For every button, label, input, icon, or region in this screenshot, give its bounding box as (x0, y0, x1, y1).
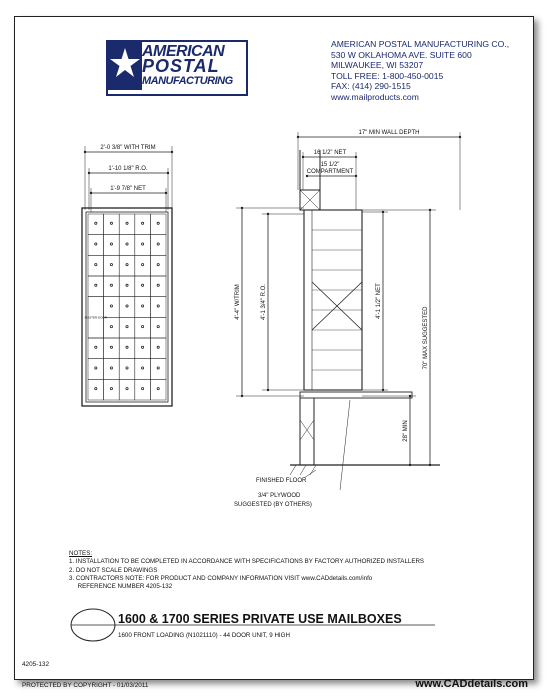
door-lock-icon (157, 305, 159, 307)
door-lock-icon (126, 388, 128, 390)
door-lock-icon (142, 346, 144, 348)
dimension-tick (171, 151, 173, 153)
door-lock-icon (95, 346, 97, 348)
note-4: REFERENCE NUMBER 4205-132 (69, 583, 173, 591)
door-lock-icon (126, 243, 128, 245)
label-plywood: 3/4" PLYWOOD (258, 493, 301, 499)
door-lock-icon (157, 326, 159, 328)
dimension-tick (459, 136, 461, 138)
dimension-tick (382, 389, 384, 391)
dimension-tick (167, 172, 169, 174)
dimension-tick (409, 464, 411, 466)
label-compartment-dim: 15 1/2" (320, 162, 340, 168)
door-lock-icon (110, 326, 112, 328)
company-name: AMERICAN POSTAL MANUFACTURING CO., (331, 39, 510, 49)
notes-block (69, 550, 424, 591)
note-2: 2. DO NOT SCALE DRAWINGS (69, 566, 158, 574)
dimension-tick (88, 172, 90, 174)
door-lock-icon (126, 305, 128, 307)
door-lock-icon (110, 305, 112, 307)
door-lock-icon (110, 243, 112, 245)
door-lock-icon (126, 346, 128, 348)
label-height-trim: 4'-4" W/TRIM (235, 284, 241, 320)
door-grid (85, 214, 166, 400)
door-lock-icon (157, 243, 159, 245)
door-lock-icon (95, 264, 97, 266)
company-address-1: 530 W OKLAHOMA AVE. SUITE 600 (331, 49, 472, 60)
door-lock-icon (142, 284, 144, 286)
label-net-width: 1'-9 7/8" NET (110, 186, 146, 192)
caddetails-link[interactable]: www.CADdetails.com (415, 678, 528, 690)
label-max-suggested: 70" MAX SUGGESTED (423, 306, 429, 370)
note-3: 3. CONTRACTORS NOTE: FOR PRODUCT AND COMPANY INFORMATION VISIT www.CADdetails.com/info (69, 574, 373, 582)
label-height-ro: 4'-1 3/4" R.O. (261, 284, 267, 320)
company-fax: FAX: (414) 290-1515 (331, 81, 411, 91)
door-lock-icon (110, 346, 112, 348)
dimension-tick (241, 395, 243, 397)
label-compartment: COMPARTMENT (306, 169, 354, 175)
dimension-tick (429, 209, 431, 211)
door-lock-icon (110, 222, 112, 224)
label-min-height: 28" MIN (403, 420, 409, 442)
door-lock-icon (157, 388, 159, 390)
dimension-tick (90, 192, 92, 194)
door-lock-icon (142, 367, 144, 369)
door-lock-icon (142, 326, 144, 328)
logo-line-2: POSTAL (142, 56, 220, 76)
note-1: 1. INSTALLATION TO BE COMPLETED IN ACCORDANCE WITH SPECIFICATIONS BY FACTORY AUTHORIZED INSTALLERS (69, 558, 425, 566)
copyright-text: PROTECTED BY COPYRIGHT - 01/03/2011 (22, 682, 149, 689)
compartment-shelves (312, 230, 362, 370)
mailbox-side-body (304, 210, 362, 390)
label-height-net: 4'-1 1/2" NET (376, 283, 382, 319)
reference-number: 4205-132 (22, 661, 50, 668)
drawing-subtitle: 1600 FRONT LOADING (N1021110) - 44 DOOR UNIT, 9 HIGH (118, 632, 290, 639)
door-lock-icon (126, 222, 128, 224)
door-lock-icon (95, 284, 97, 286)
door-lock-icon (142, 305, 144, 307)
drawing-title: 1600 & 1700 SERIES PRIVATE USE MAILBOXES (118, 612, 402, 626)
door-lock-icon (157, 222, 159, 224)
logo-line-3: MANUFACTURING (142, 75, 233, 87)
dimension-tick (84, 151, 86, 153)
dimension-tick (429, 464, 431, 466)
label-net-depth: 16 1/2" NET (313, 150, 347, 156)
logo-line-1: AMERICAN (142, 43, 225, 60)
company-web: www.mailproducts.com (331, 91, 419, 102)
door-lock-icon (157, 346, 159, 348)
door-lock-icon (95, 367, 97, 369)
dimension-tick (165, 192, 167, 194)
door-lock-icon (110, 284, 112, 286)
dimension-tick (355, 156, 357, 158)
dimension-tick (382, 211, 384, 213)
door-lock-icon (126, 264, 128, 266)
door-lock-icon (157, 284, 159, 286)
door-lock-icon (142, 388, 144, 390)
door-lock-icon (142, 243, 144, 245)
master-door-label: MASTER DOOR (84, 315, 107, 320)
door-lock-icon (157, 367, 159, 369)
door-lock-icon (95, 243, 97, 245)
door-lock-icon (110, 367, 112, 369)
notes-header: NOTES: (69, 550, 93, 557)
door-lock-icon (110, 264, 112, 266)
door-lock-icon (95, 222, 97, 224)
dimension-tick (297, 136, 299, 138)
label-trim-width: 2'-0 3/8" WITH TRIM (100, 145, 156, 151)
door-lock-icon (126, 326, 128, 328)
door-lock-icon (142, 222, 144, 224)
door-lock-icon (126, 367, 128, 369)
dimension-tick (267, 389, 269, 391)
dimension-tick (306, 175, 308, 177)
dimension-tick (241, 207, 243, 209)
plywood-shelf (300, 392, 412, 398)
label-ro-width: 1'-10 1/8" R.O. (108, 166, 148, 172)
door-lock-icon (110, 388, 112, 390)
label-finished-floor: FINISHED FLOOR (256, 478, 307, 484)
door-lock-icon (95, 388, 97, 390)
company-address-2: MILWAUKEE, WI 53207 (331, 60, 424, 70)
door-lock-icon (142, 264, 144, 266)
door-lock-icon (157, 264, 159, 266)
company-tollfree: TOLL FREE: 1-800-450-0015 (331, 70, 444, 81)
dimension-tick (409, 395, 411, 397)
door-lock-icon (126, 284, 128, 286)
dimension-tick (267, 213, 269, 215)
dimension-tick (355, 175, 357, 177)
dimension-tick (302, 156, 304, 158)
label-plywood-2: SUGGESTED (BY OTHERS) (234, 502, 312, 508)
label-wall-depth: 17" MIN WALL DEPTH (358, 130, 420, 136)
